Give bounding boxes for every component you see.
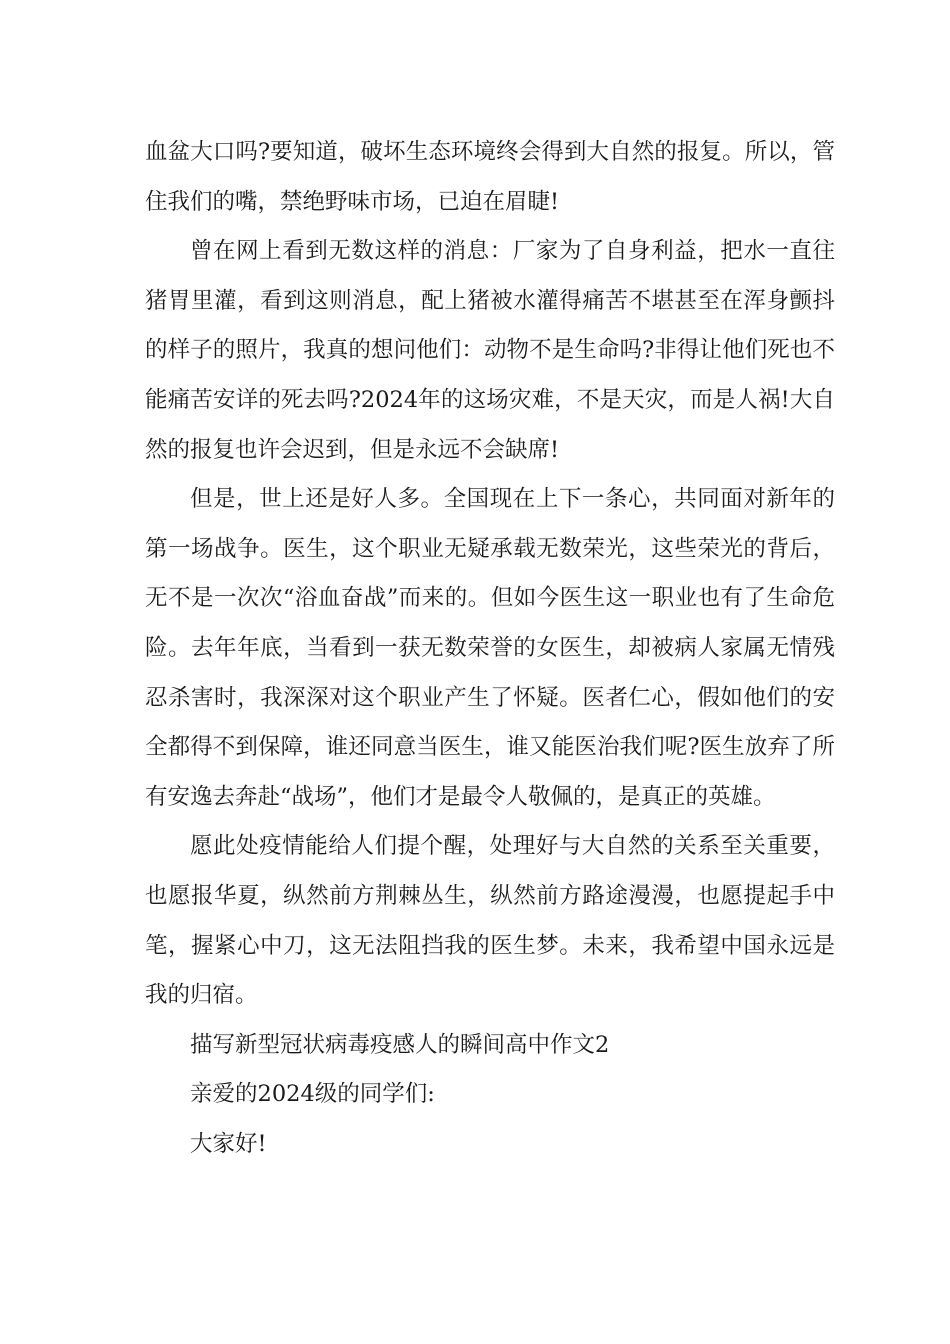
paragraph-doctor-dream: 愿此处疫情能给人们提个醒，处理好与大自然的关系至关重要，也愿报华夏，纵然前方荆棘丛生，纵然前方路途漫漫，也愿提起手中笔，握紧心中刀，这无法阻挡我的医生梦。未来，我希望中国永远是我的归宿。 (145, 833, 835, 1009)
document-body (145, 128, 835, 1169)
greeting: 大家好! (190, 1130, 267, 1157)
paragraph-water-injected-pigs: 曾在网上看到无数这样的消息：厂家为了自身利益，把水一直往猪胃里灌，看到这则消息，配上猪被水灌得痛苦不堪甚至在浑身颤抖的样子的照片，我真的想问他们：动物不是生命吗?非得让他们死也不能痛苦安详的死去吗?2024年的这场灾难，不是天灾，而是人祸!大自然的报复也许会迟到，但是永远不会缺席! (145, 238, 835, 463)
paragraph-doctors-heroes: 但是，世上还是好人多。全国现在上下一条心，共同面对新年的第一场战争。医生，这个职业无疑承载无数荣光，这些荣光的背后，无不是一次次“浴血奋战”而来的。但如今医生这一职业也有了生命危险。去年年底，当看到一获无数荣誉的女医生，却被病人家属无情残忍杀害时，我深深对这个职业产生了怀疑。医者仁心，假如他们的安全都得不到保障，谁还同意当医生，谁又能医治我们呢?医生放弃了所有安逸去奔赴“战场”，他们才是最令人敬佩的，是真正的英雄。 (145, 486, 835, 810)
paragraph-continuation: 血盆大口吗?要知道，破坏生态环境终会得到大自然的报复。所以，管住我们的嘴，禁绝野味市场，已迫在眉睫! (145, 139, 835, 215)
essay-title: 描写新型冠状病毒疫感人的瞬间高中作文2 (190, 1031, 610, 1058)
salutation: 亲爱的2024级的同学们: (190, 1081, 435, 1108)
